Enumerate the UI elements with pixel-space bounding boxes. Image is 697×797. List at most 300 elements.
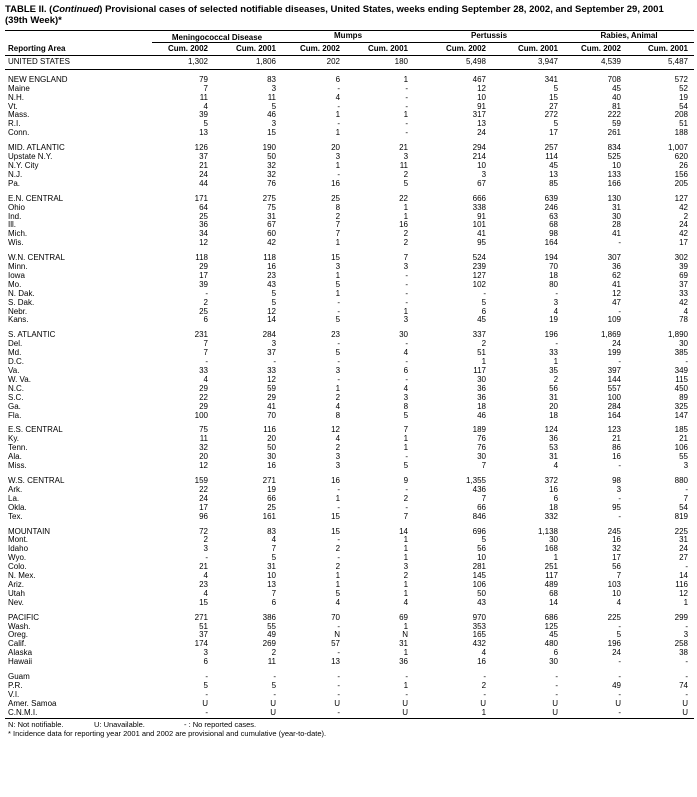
value-cell: 4	[335, 597, 341, 607]
title-continued: Continued	[52, 4, 100, 15]
value-cell: -	[618, 306, 622, 316]
value-cell: 4	[403, 597, 409, 607]
value-cell: 180	[346, 55, 414, 69]
value-cell: 4	[203, 101, 208, 111]
value-cell: 3	[335, 461, 341, 471]
value-cell: 8	[335, 410, 341, 420]
value-cell: 106	[472, 579, 487, 589]
value-cell: 76	[267, 178, 277, 188]
value-cell: 188	[674, 128, 689, 138]
value-cell: 3	[271, 83, 277, 93]
value-cell: 30	[612, 211, 622, 221]
value-cell: 1,806	[214, 55, 282, 69]
value-cell: 5	[553, 119, 559, 129]
value-cell: 168	[544, 544, 559, 554]
value-cell: -	[205, 553, 208, 563]
value-cell: 1,138	[537, 526, 559, 536]
value-cell: 299	[674, 612, 689, 622]
reporting-area-cell: W. Va.	[8, 374, 31, 384]
value-cell: 21	[399, 143, 409, 153]
value-cell: 16	[612, 535, 622, 545]
reporting-area-cell: Ohio	[8, 202, 25, 212]
value-cell: 44	[199, 178, 208, 188]
value-cell: -	[555, 339, 559, 349]
value-cell: 525	[607, 152, 622, 162]
table-row	[5, 691, 694, 700]
reporting-area-cell: Amer. Samoa	[8, 698, 57, 708]
value-cell: -	[337, 681, 341, 690]
table-row	[5, 162, 694, 171]
value-cell: 165	[472, 630, 487, 640]
value-cell: 14	[549, 597, 559, 607]
value-cell: 3	[335, 262, 341, 272]
value-cell: U	[552, 698, 559, 708]
value-cell: 6	[553, 648, 559, 658]
value-cell: 21	[199, 562, 208, 572]
value-cell: 8	[335, 202, 341, 212]
value-cell: 14	[267, 315, 277, 325]
value-cell: -	[405, 374, 409, 384]
value-cell: 56	[549, 383, 559, 393]
reporting-area-cell: N.J.	[8, 169, 23, 179]
value-cell: 5	[335, 315, 341, 325]
value-cell: 846	[472, 511, 487, 521]
value-cell: 205	[674, 178, 689, 188]
reporting-area-cell: UNITED STATES	[5, 55, 152, 69]
value-cell: 31	[267, 211, 277, 221]
value-cell: 66	[267, 493, 277, 503]
value-cell: 41	[267, 401, 277, 411]
value-cell: 202	[282, 55, 346, 69]
value-cell: -	[483, 689, 487, 699]
value-cell: 96	[199, 511, 208, 521]
table-row	[5, 462, 694, 471]
value-cell: 49	[612, 681, 622, 690]
value-cell: 16	[267, 461, 277, 471]
value-cell: 17	[199, 502, 208, 512]
value-cell: 55	[679, 452, 689, 462]
value-cell: 4	[203, 588, 208, 598]
value-cell: 24	[679, 544, 689, 554]
value-cell: 16	[399, 220, 409, 230]
value-cell: 1	[553, 553, 559, 563]
value-cell: 49	[267, 630, 277, 640]
table-row	[5, 495, 694, 504]
value-cell: 11	[267, 657, 277, 667]
value-cell: 31	[549, 392, 559, 402]
value-cell: 36	[399, 657, 409, 667]
value-cell: 33	[679, 288, 689, 298]
value-cell: 7	[203, 339, 208, 349]
value-cell: 95	[477, 238, 487, 248]
value-cell: 62	[612, 270, 622, 280]
table-row	[5, 435, 694, 444]
value-cell: 24	[199, 169, 208, 179]
table-row	[5, 94, 694, 103]
table-row	[5, 85, 694, 94]
value-cell: 43	[267, 279, 277, 289]
value-cell: 5	[481, 535, 487, 545]
value-cell: 13	[331, 657, 341, 667]
table-row	[5, 299, 694, 308]
value-cell: 45	[477, 315, 487, 325]
group-header-rabies-animal: Rabies, Animal	[564, 31, 694, 43]
value-cell: 5	[481, 297, 487, 307]
value-cell: 1	[403, 211, 409, 221]
reporting-area-cell: Del.	[8, 339, 23, 349]
value-cell: 118	[195, 253, 208, 263]
value-cell: 1	[335, 571, 341, 581]
value-cell: 7	[403, 253, 409, 263]
table-row	[5, 316, 694, 325]
table-row	[5, 504, 694, 513]
reporting-area-cell: Nev.	[8, 597, 24, 607]
value-cell: 36	[612, 262, 622, 272]
table-row	[5, 290, 694, 299]
value-cell: 19	[267, 484, 277, 494]
table-row	[5, 412, 694, 421]
table-row	[5, 254, 694, 263]
value-cell: 32	[199, 443, 208, 453]
value-cell: 5	[335, 279, 341, 289]
value-cell: 30	[679, 339, 689, 349]
reporting-area-cell: Miss.	[8, 461, 27, 471]
value-cell: 8	[403, 401, 409, 411]
value-cell: -	[618, 511, 622, 521]
reporting-area-cell: Colo.	[8, 562, 27, 572]
value-cell: 819	[674, 511, 689, 521]
value-cell: 2	[335, 392, 341, 402]
value-cell: -	[685, 562, 689, 572]
reporting-area-cell: Fla.	[8, 410, 22, 420]
value-cell: 1	[403, 588, 409, 598]
value-cell: 31	[399, 639, 409, 649]
value-cell: 17	[199, 270, 208, 280]
reporting-area-cell: Va.	[8, 366, 20, 375]
value-cell: 124	[544, 425, 559, 435]
table-row	[5, 144, 694, 153]
value-cell: 115	[675, 374, 689, 384]
table-row	[5, 640, 694, 649]
value-cell: 5	[403, 461, 409, 471]
value-cell: 78	[679, 315, 689, 325]
reporting-area-cell: Mass.	[8, 110, 30, 120]
value-cell: 10	[612, 160, 622, 170]
table-row	[5, 171, 694, 180]
value-cell: 39	[199, 110, 208, 120]
value-cell: 42	[679, 202, 689, 212]
value-cell: 1	[335, 579, 341, 589]
reporting-area-cell: Hawaii	[8, 657, 33, 667]
value-cell: 11	[399, 160, 409, 170]
value-cell: 307	[607, 253, 622, 263]
value-cell: 11	[199, 92, 208, 102]
value-cell: 28	[612, 220, 622, 230]
value-cell: -	[618, 493, 622, 503]
value-cell: U	[615, 698, 622, 708]
value-cell: 32	[267, 160, 277, 170]
value-cell: 7	[203, 348, 208, 358]
value-cell: 30	[267, 452, 277, 462]
reporting-area-cell: Ill.	[8, 220, 16, 230]
value-cell: 70	[267, 410, 277, 420]
value-cell: 1	[683, 597, 689, 607]
value-cell: 257	[544, 143, 559, 153]
value-cell: 7	[683, 493, 689, 503]
value-cell: -	[618, 672, 622, 682]
value-cell: 696	[472, 526, 487, 536]
value-cell: 27	[679, 553, 689, 563]
value-cell: 69	[679, 270, 689, 280]
value-cell: 7	[335, 220, 341, 230]
value-cell: 101	[472, 220, 487, 230]
value-cell: -	[618, 238, 622, 248]
column-header: Cum. 2002	[299, 43, 341, 53]
value-cell: 4	[335, 401, 341, 411]
value-cell: 33	[199, 366, 208, 375]
table-row	[5, 272, 694, 281]
reporting-area-cell: Mo.	[8, 279, 22, 289]
value-cell: 16	[267, 262, 277, 272]
value-cell: 4	[403, 383, 409, 393]
value-cell: 1	[403, 434, 409, 444]
reporting-area-cell: Tenn.	[8, 443, 28, 453]
value-cell: 1	[403, 74, 409, 84]
value-cell: -	[618, 357, 622, 367]
value-cell: 5	[271, 297, 277, 307]
table-row	[5, 221, 694, 230]
value-cell: 432	[472, 639, 487, 649]
reporting-area-cell: E.S. CENTRAL	[8, 425, 63, 435]
value-cell: 29	[199, 401, 208, 411]
value-cell: 30	[477, 452, 487, 462]
value-cell: 10	[477, 553, 487, 563]
value-cell: 25	[267, 502, 277, 512]
value-cell: 12	[199, 461, 208, 471]
value-cell: 284	[607, 401, 622, 411]
value-cell: 620	[674, 152, 689, 162]
reporting-area-cell: Maine	[8, 83, 30, 93]
footnotes	[5, 720, 694, 738]
value-cell: 5	[271, 101, 277, 111]
value-cell: U	[334, 698, 341, 708]
value-cell: -	[405, 689, 409, 699]
value-cell: -	[685, 672, 689, 682]
reporting-area-cell: E.N. CENTRAL	[8, 193, 64, 203]
value-cell: 7	[481, 461, 487, 471]
value-cell: U	[480, 698, 487, 708]
value-cell: -	[205, 689, 208, 699]
column-header: Cum. 2001	[367, 43, 409, 53]
value-cell: 42	[267, 238, 277, 248]
table-row	[5, 239, 694, 248]
value-cell: -	[273, 689, 277, 699]
value-cell: -	[555, 672, 559, 682]
reporting-area-cell: Md.	[8, 348, 22, 358]
value-cell: -	[685, 657, 689, 667]
table-row	[5, 649, 694, 658]
value-cell: 68	[549, 588, 559, 598]
value-cell: 36	[477, 383, 487, 393]
value-cell: 11	[199, 434, 208, 444]
value-cell: 75	[199, 425, 208, 435]
value-cell: -	[337, 297, 341, 307]
value-cell: 666	[472, 193, 487, 203]
table-row	[5, 331, 694, 340]
value-cell: 16	[612, 452, 622, 462]
value-cell: 60	[267, 229, 277, 239]
value-cell: 18	[549, 410, 559, 420]
value-cell: 1	[403, 681, 409, 690]
reporting-area-cell: Conn.	[8, 128, 30, 138]
value-cell: 190	[262, 143, 277, 153]
value-cell: 12	[612, 288, 622, 298]
value-cell: 24	[679, 220, 689, 230]
value-cell: 834	[607, 143, 622, 153]
footnote-star: * Incidence data for reporting year 2001 and 2002 are provisional and cumulative (year-to-date).	[8, 728, 327, 738]
value-cell: 15	[549, 92, 559, 102]
reporting-area-cell: Minn.	[8, 262, 28, 272]
value-cell: -	[337, 169, 341, 179]
value-cell: 46	[477, 410, 487, 420]
value-cell: -	[405, 101, 409, 111]
value-cell: 17	[679, 238, 689, 248]
value-cell: -	[337, 621, 341, 631]
value-cell: 3	[481, 169, 487, 179]
value-cell: -	[405, 452, 409, 462]
value-cell: 341	[544, 74, 559, 84]
value-cell: 13	[549, 169, 559, 179]
value-cell: 31	[612, 202, 622, 212]
value-cell: 12	[199, 238, 208, 248]
value-cell: 23	[199, 579, 208, 589]
reporting-area-cell: Ga.	[8, 401, 21, 411]
table-row	[5, 477, 694, 486]
value-cell: 14	[399, 526, 409, 536]
value-cell: 18	[549, 502, 559, 512]
value-cell: 144	[607, 374, 622, 384]
value-cell: 2	[403, 169, 409, 179]
value-cell: 17	[549, 128, 559, 138]
value-cell: 42	[679, 229, 689, 239]
value-cell: 272	[544, 110, 559, 120]
value-cell: -	[337, 306, 341, 316]
value-cell: -	[273, 357, 277, 367]
value-cell: 37	[199, 152, 208, 162]
value-cell: 2	[335, 443, 341, 453]
value-cell: 1	[335, 160, 341, 170]
value-cell: 22	[199, 484, 208, 494]
value-cell: 12	[267, 374, 277, 384]
value-cell: U	[346, 709, 414, 718]
column-header-row	[5, 42, 694, 55]
table-row	[5, 349, 694, 358]
value-cell: 349	[674, 366, 689, 375]
value-cell: 171	[194, 193, 208, 203]
value-cell: U	[402, 698, 409, 708]
value-cell: 13	[477, 119, 487, 129]
reporting-area-cell: Calif.	[8, 639, 27, 649]
reporting-area-cell: D.C.	[8, 357, 24, 367]
reporting-area-cell: Ind.	[8, 211, 22, 221]
value-cell: 557	[607, 383, 622, 393]
value-cell: 117	[473, 366, 487, 375]
value-cell: -	[618, 657, 622, 667]
value-cell: -	[405, 288, 409, 298]
value-cell: 7	[203, 83, 208, 93]
reporting-area-cell: Upstate N.Y.	[8, 152, 53, 162]
value-cell: 123	[607, 425, 622, 435]
value-cell: 21	[679, 434, 689, 444]
value-cell: 1	[335, 270, 341, 280]
value-cell: 5,498	[414, 55, 492, 69]
value-cell: 127	[674, 193, 689, 203]
value-cell: 4	[335, 92, 341, 102]
value-cell: 7	[616, 571, 622, 581]
reporting-area-cell: Kans.	[8, 315, 29, 325]
value-cell: 19	[679, 92, 689, 102]
reporting-area-cell: N. Mex.	[8, 571, 36, 581]
value-cell: 18	[549, 270, 559, 280]
value-cell: -	[337, 672, 341, 682]
value-cell: N	[334, 630, 341, 640]
column-header: Cum. 2001	[235, 43, 277, 53]
value-cell: 22	[399, 193, 409, 203]
table-row	[5, 486, 694, 495]
value-cell: 54	[679, 502, 689, 512]
group-header-meningococcal: Meningococcal Disease	[152, 31, 282, 43]
reporting-area-cell: N.Y. City	[8, 160, 39, 170]
value-cell: 64	[199, 202, 208, 212]
value-cell: 24	[612, 339, 622, 349]
value-cell: 1	[335, 238, 341, 248]
value-cell: 51	[477, 348, 487, 358]
value-cell: 5	[553, 83, 559, 93]
value-cell: 91	[477, 101, 487, 111]
value-cell: 225	[674, 526, 689, 536]
footnote-u: U: Unavailable.	[94, 719, 145, 729]
reporting-area-cell: La.	[8, 493, 20, 503]
table-row	[5, 536, 694, 545]
value-cell: 2	[481, 681, 487, 690]
value-cell: 261	[607, 128, 622, 138]
value-cell: 7	[481, 493, 487, 503]
value-cell: 116	[675, 579, 689, 589]
value-cell: 6	[335, 74, 341, 84]
value-cell: 2	[683, 211, 689, 221]
value-cell: 275	[262, 193, 277, 203]
value-cell: 970	[472, 612, 487, 622]
table-row	[5, 120, 694, 129]
value-cell: 5	[335, 348, 341, 358]
value-cell: 89	[679, 392, 689, 402]
value-cell: 1	[403, 579, 409, 589]
value-cell: 7	[403, 511, 409, 521]
value-cell: 15	[331, 511, 341, 521]
value-cell: -	[282, 709, 346, 718]
reporting-area-cell: Ark.	[8, 484, 23, 494]
value-cell: 36	[549, 434, 559, 444]
value-cell: 91	[477, 211, 487, 221]
footnote-n: N: Not notifiable.	[8, 719, 64, 729]
value-cell: 35	[549, 366, 559, 375]
value-cell: 4	[553, 306, 559, 316]
reporting-area-cell: W.S. CENTRAL	[8, 475, 65, 485]
value-cell: 80	[549, 279, 559, 289]
table-row	[5, 444, 694, 453]
value-cell: 164	[544, 238, 559, 248]
value-cell: 686	[544, 612, 559, 622]
